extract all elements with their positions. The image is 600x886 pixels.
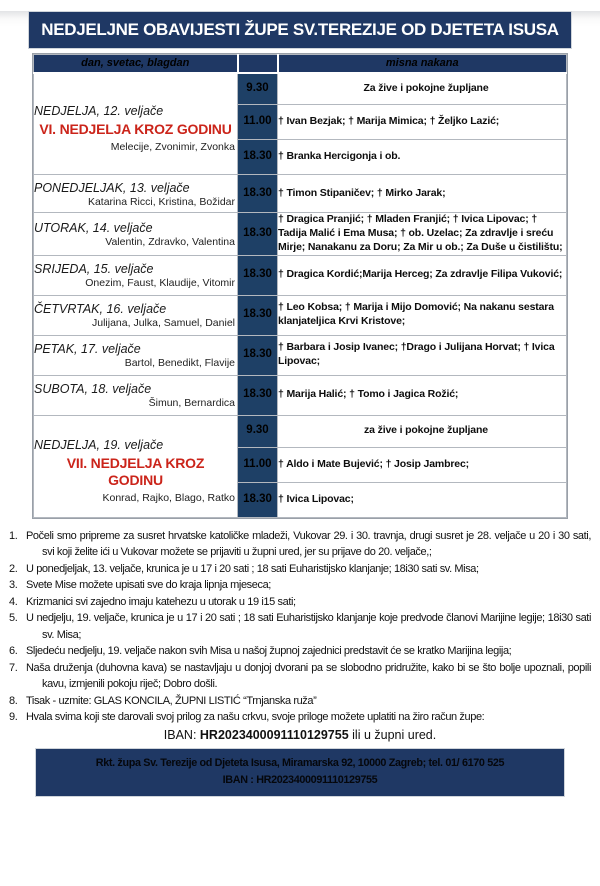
time-cell: 18.30 bbox=[238, 335, 278, 375]
announcement-item bbox=[9, 577, 591, 594]
intention-cell: † Dragica Pranjić; † Mladen Franjić; † Ivica Lipovac; † Tadija Malić i Ema Musa; † ob. Uzelac; Za zdravlje i sreću Mirje; Nanakanu za Doru; Za Mir u ob.; Za Duše u čistilištu; bbox=[278, 213, 567, 256]
intention-cell: † Marija Halić; † Tomo i Jagica Rožić; bbox=[278, 375, 567, 415]
page-title: NEDJELJNE OBAVIJESTI ŽUPE SV.TEREZIJE OD DJETETA ISUSA bbox=[28, 11, 572, 49]
intention-cell: † Branka Hercigonja i ob. bbox=[278, 140, 567, 175]
announcement-item bbox=[9, 594, 591, 611]
announcement-text: Tisak - uzmite: GLAS KONCILA, ŽUPNI LISTIĆ “Trnjanska ruža” bbox=[26, 694, 317, 707]
day-label: UTORAK, 14. veljače bbox=[34, 220, 153, 235]
day-cell bbox=[34, 375, 238, 415]
intention-cell: za žive i pokojne župljane bbox=[278, 415, 567, 447]
day-cell bbox=[34, 213, 238, 256]
intention-cell: † Timon Stipaničev; † Mirko Jarak; bbox=[278, 175, 567, 213]
announcement-text: Krizmanici svi zajedno imaju katehezu u utorak u 19 i15 sati; bbox=[26, 595, 296, 608]
day-label: PONEDJELJAK, 13. veljače bbox=[34, 180, 190, 195]
announcement-number: 3. bbox=[9, 579, 18, 592]
day-cell bbox=[34, 295, 238, 335]
announcement-number: 5. bbox=[9, 612, 18, 625]
announcement-number: 9. bbox=[9, 711, 18, 724]
time-cell: 18.30 bbox=[238, 175, 278, 213]
time-cell: 18.30 bbox=[238, 140, 278, 175]
saints-label: Katarina Ricci, Kristina, Božidar bbox=[87, 195, 235, 208]
intention-cell: † Aldo i Mate Bujević; † Josip Jambrec; bbox=[278, 447, 567, 482]
intention-cell: † Leo Kobsa; † Marija i Mijo Domović; Na nakanu sestara klanjateljica Krvi Kristove; bbox=[278, 295, 567, 335]
time-cell: 9.30 bbox=[238, 415, 278, 447]
saints-label: Bartol, Benedikt, Flavije bbox=[124, 357, 235, 370]
announcement-number: 6. bbox=[9, 645, 18, 658]
announcement-number: 2. bbox=[9, 562, 18, 575]
day-cell bbox=[34, 415, 238, 517]
mass-schedule-table bbox=[32, 53, 568, 519]
footer-address: Rkt. župa Sv. Terezije od Djeteta Isusa, Miramarska 92, 10000 Zagreb; tel. 01/ 6170 525 bbox=[95, 756, 505, 769]
time-cell: 9.30 bbox=[238, 73, 278, 105]
table-row bbox=[34, 213, 567, 256]
time-cell: 11.00 bbox=[238, 447, 278, 482]
column-header-day: dan, svetac, blagdan bbox=[34, 55, 238, 73]
announcement-number: 7. bbox=[9, 661, 18, 674]
time-cell: 18.30 bbox=[238, 213, 278, 256]
intention-cell: † Ivan Bezjak; † Marija Mimica; † Željko Lazić; bbox=[278, 105, 567, 140]
intention-cell: Za žive i pokojne župljane bbox=[278, 73, 567, 105]
footer-bar bbox=[35, 748, 565, 798]
table-row bbox=[34, 175, 567, 213]
iban-suffix: ili u župni ured. bbox=[352, 727, 437, 742]
announcement-number: 8. bbox=[9, 694, 18, 707]
saints-label: Julijana, Julka, Samuel, Daniel bbox=[92, 317, 235, 330]
day-label: PETAK, 17. veljače bbox=[34, 342, 141, 357]
announcement-item bbox=[9, 660, 591, 693]
time-cell: 11.00 bbox=[238, 105, 278, 140]
announcement-item bbox=[9, 693, 591, 710]
time-cell: 18.30 bbox=[238, 482, 278, 517]
column-header-time bbox=[238, 55, 278, 73]
day-cell bbox=[34, 175, 238, 213]
day-label: SRIJEDA, 15. veljače bbox=[34, 262, 154, 277]
announcement-item bbox=[9, 561, 591, 578]
iban-number: HR2023400091110129755 bbox=[199, 727, 349, 742]
time-cell: 18.30 bbox=[238, 375, 278, 415]
feast-label: VII. NEDJELJA KROZ GODINU bbox=[66, 454, 205, 489]
column-header-intent: misna nakana bbox=[278, 55, 567, 73]
day-label: NEDJELJA, 12. veljače bbox=[34, 104, 164, 118]
announcement-item bbox=[9, 643, 591, 660]
day-cell bbox=[34, 73, 238, 175]
saints-label: Šimun, Bernardica bbox=[148, 397, 235, 410]
time-cell: 18.30 bbox=[238, 295, 278, 335]
saints-label: Melecije, Zvonimir, Zvonka bbox=[110, 140, 235, 153]
table-row bbox=[34, 335, 567, 375]
announcement-item bbox=[9, 528, 591, 561]
day-label: ČETVRTAK, 16. veljače bbox=[34, 302, 167, 317]
announcement-text: Svete Mise možete upisati sve do kraja lipnja mjeseca; bbox=[26, 579, 271, 592]
table-row bbox=[34, 375, 567, 415]
intention-cell: † Dragica Kordić;Marija Herceg; Za zdravlje Filipa Vuković; bbox=[278, 255, 567, 295]
announcement-text: Hvala svima koji ste darovali svoj prilog za našu crkvu, svoje priloge možete uplatiti na žiro račun župe: bbox=[26, 711, 485, 724]
time-cell: 18.30 bbox=[238, 255, 278, 295]
announcement-text: Počeli smo pripreme za susret hrvatske katoličke mladeži, Vukovar 29. i 30. travnja, drugi susret je 28. veljače u 20 i 30 sati, svi koji želite ići u Vukovar možete se prijaviti u župni ured, jer su prijave do 20. veljače,; bbox=[26, 529, 591, 559]
announcement-text: U ponedjeljak, 13. veljače, krunica je u 17 i 20 sati ; 18 sati Euharistijsko klanjanje; 18i30 sati sv. Misa; bbox=[26, 562, 479, 575]
iban-line bbox=[0, 728, 600, 742]
announcement-item bbox=[9, 610, 591, 643]
announcement-text: U nedjelju, 19. veljače, krunica je u 17 i 20 sati ; 18 sati Euharistijsko klanjanje koje predvode članovi Marijine legije; 18i30 sati sv. Misa; bbox=[26, 612, 591, 641]
footer-iban: IBAN : HR2023400091110129755 bbox=[222, 773, 378, 786]
announcement-number: 1. bbox=[9, 529, 18, 542]
feast-label: VI. NEDJELJA KROZ GODINU bbox=[39, 121, 232, 137]
table-header-row bbox=[34, 55, 567, 73]
intention-cell: † Ivica Lipovac; bbox=[278, 482, 567, 517]
announcement-text: Naša druženja (duhovna kava) se nastavljaju u donjoj dvorani pa se slobodno pridružite, kako bi se što bolje upoznali, popili kavu, izmjenili pokoju riječ; Dobro došli. bbox=[26, 661, 591, 691]
day-label: SUBOTA, 18. veljače bbox=[34, 382, 152, 397]
announcements-list bbox=[9, 528, 591, 726]
intention-cell: † Barbara i Josip Ivanec; †Drago i Julijana Horvat; † Ivica Lipovac; bbox=[278, 335, 567, 375]
saints-label: Konrad, Rajko, Blago, Ratko bbox=[102, 491, 235, 504]
day-label: NEDJELJA, 19. veljače bbox=[34, 437, 164, 452]
day-cell bbox=[34, 335, 238, 375]
announcement-text: Sljedeću nedjelju, 19. veljače nakon svih Misa u našoj župnoj zajednici predstavit će se kratko Marijina legija; bbox=[26, 645, 512, 658]
announcement-number: 4. bbox=[9, 595, 18, 608]
iban-label: IBAN: bbox=[163, 727, 197, 742]
saints-label: Valentin, Zdravko, Valentina bbox=[105, 235, 235, 248]
table-row bbox=[34, 295, 567, 335]
day-cell bbox=[34, 255, 238, 295]
table-row bbox=[34, 415, 567, 447]
announcement-item bbox=[9, 709, 591, 726]
saints-label: Onezim, Faust, Klaudije, Vitomir bbox=[85, 277, 235, 290]
table-row bbox=[34, 255, 567, 295]
table-row bbox=[34, 73, 567, 105]
